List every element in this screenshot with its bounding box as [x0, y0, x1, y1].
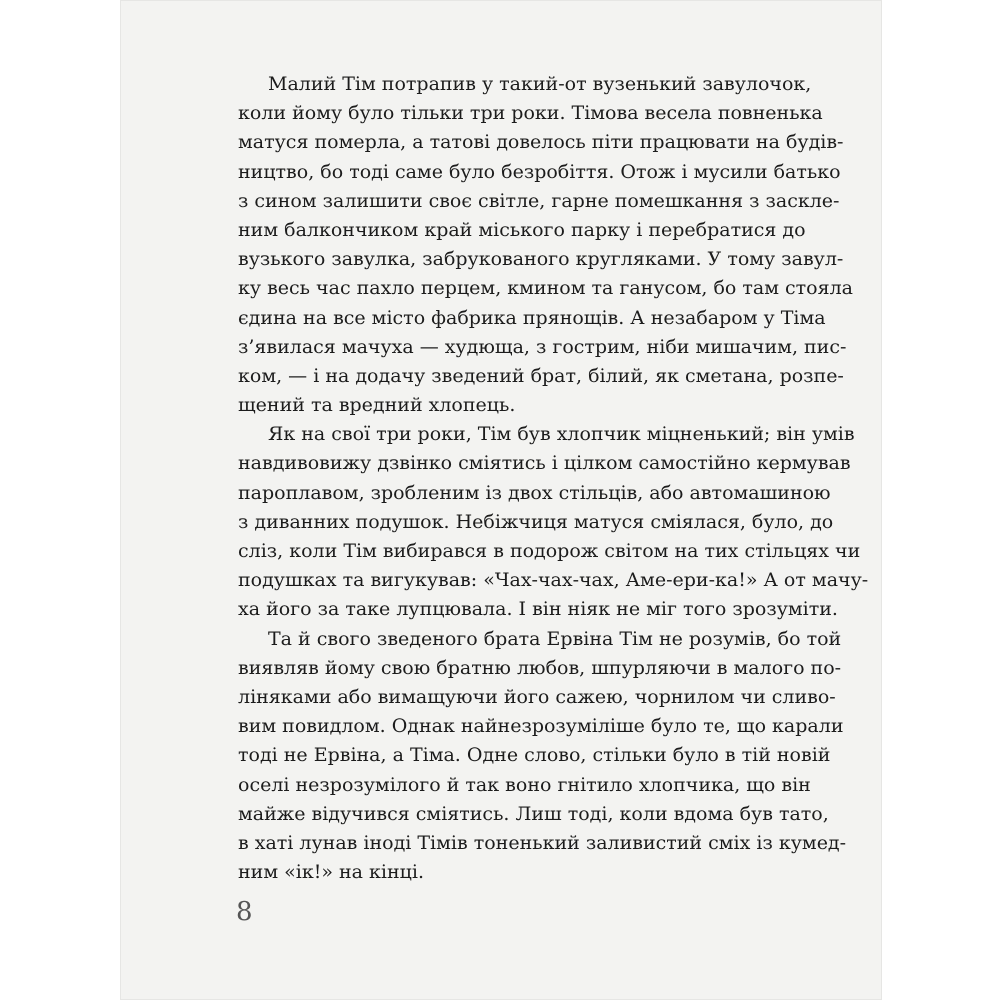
text-line: ха його за таке лупцювала. І він ніяк не міг того зрозуміти. [238, 598, 838, 621]
text-line: з’явилася мачуха — худюща, з гострим, ніби мишачим, пис- [238, 335, 847, 358]
text-line: коли йому було тільки три роки. Тімова весела повненька [238, 102, 823, 125]
paragraph [238, 70, 854, 420]
text-line: ліняками або вимащуючи його сажею, чорнилом чи сливо- [238, 685, 836, 708]
paragraph [238, 420, 869, 624]
text-line: єдина на все місто фабрика прянощів. А незабаром у Тіма [238, 306, 826, 329]
text-line: оселі незрозумілого й так воно гнітило хлопчика, що він [238, 773, 811, 796]
text-line: сліз, коли Тім вибирався в подорож світом на тих стільцях чи [238, 540, 861, 562]
text-line: ком, — і на додачу зведений брат, білий, як сметана, розпе- [238, 364, 844, 387]
text-line: подушках та вигукував: «Чах-чах-чах, Аме-ери-ка!» А от мачу- [238, 569, 869, 592]
paragraph [238, 625, 847, 888]
text-line: майже відучився сміятись. Лиш тоді, коли вдома був тато, [238, 802, 829, 825]
text-line: вузького завулка, забрукованого кругляками. У тому завул- [238, 248, 844, 271]
text-line: пароплавом, зробленим із двох стільців, або автомашиною [238, 481, 831, 504]
page-number: 8 [236, 897, 253, 927]
text-line: навдивовижу дзвінко сміятись і цілком самостійно кермував [238, 452, 851, 475]
text-line: щений та вредний хлопець. [238, 394, 516, 417]
body-text [238, 70, 869, 887]
text-line: ку весь час пахло перцем, кмином та ганусом, бо там стояла [238, 277, 854, 300]
text-line: ним «ік!» на кінці. [238, 861, 425, 884]
text-line: Та й свого зведеного брата Ервіна Тім не розумів, бо той [268, 627, 842, 650]
text-line: виявляв йому свою братню любов, шпурляючи в малого по- [238, 656, 842, 679]
text-line: ним балкончиком край міського парку і перебратися до [238, 218, 806, 241]
text-line: в хаті лунав іноді Тімів тоненький заливистий сміх із кумед- [238, 831, 847, 854]
text-line: матуся померла, а татові довелось піти працювати на будів- [238, 131, 844, 154]
text-line: з диванних подушок. Небіжчиця матуся сміялася, було, до [238, 510, 834, 533]
book-page [120, 0, 882, 1000]
text-line: вим повидлом. Однак найнезрозуміліше було те, що карали [238, 715, 844, 738]
text-line: ництво, бо тоді саме було безробіття. Отож і мусили батько [238, 160, 841, 183]
text-line: Як на свої три роки, Тім був хлопчик міцненький; він умів [268, 423, 855, 446]
text-line: Малий Тім потрапив у такий-от вузенький завулочок, [268, 73, 812, 95]
text-line: з сином залишити своє світле, гарне помешкання з заскле- [238, 189, 840, 212]
text-line: тоді не Ервіна, а Тіма. Одне слово, стільки було в тій новій [238, 744, 831, 767]
